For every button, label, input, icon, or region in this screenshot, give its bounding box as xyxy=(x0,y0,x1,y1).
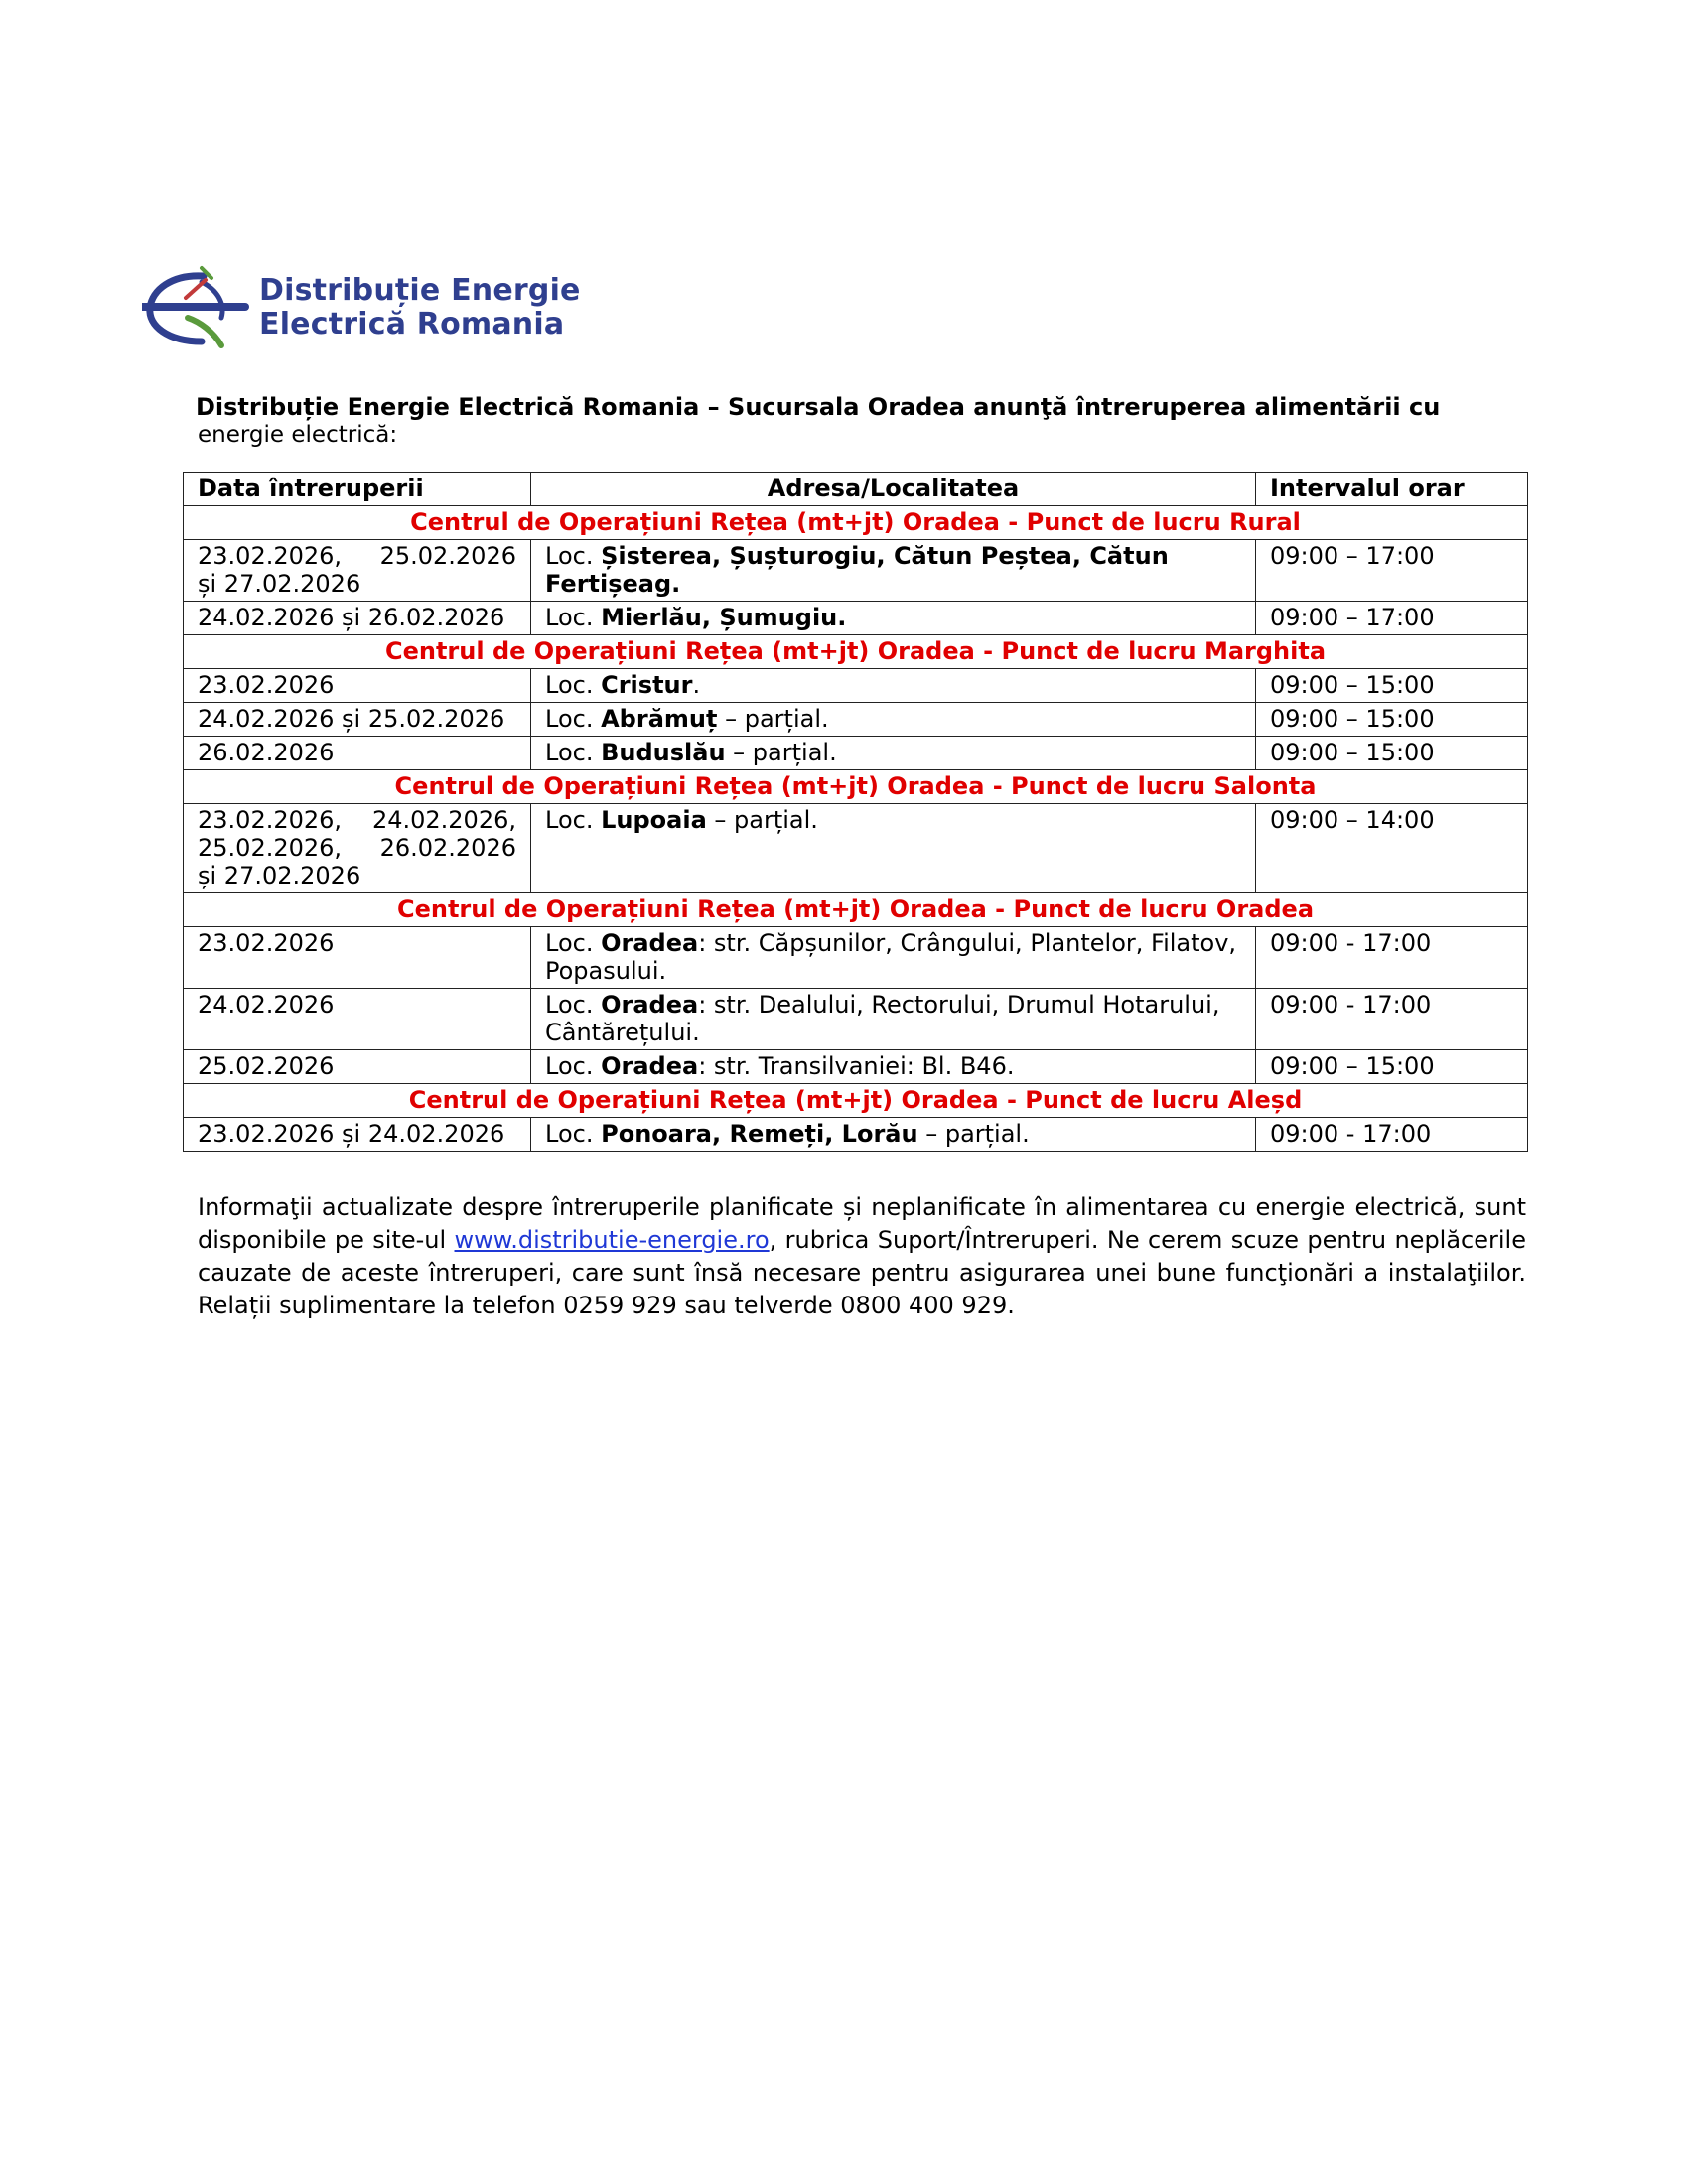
interval-cell: 09:00 – 15:00 xyxy=(1256,703,1528,737)
address-cell xyxy=(531,927,1256,989)
interval-cell: 09:00 – 15:00 xyxy=(1256,669,1528,703)
intro-bold-text: Distribuție Energie Electrică Romania – Sucursala Oradea anunţă întreruperea alimentării cu xyxy=(196,393,1441,421)
locality-name: Lupoaia xyxy=(601,806,707,834)
address-cell xyxy=(531,804,1256,893)
section-title-salonta: Centrul de Operațiuni Rețea (mt+jt) Oradea - Punct de lucru Salonta xyxy=(184,770,1528,804)
locality-name: Oradea xyxy=(601,929,699,957)
interval-cell: 09:00 – 14:00 xyxy=(1256,804,1528,893)
footer-text-2: , rubrica Suport/Întreruperi. Ne cerem scuze pentru neplăcerile cauzate de aceste întreruperi, care sunt însă necesare pentru asigurarea unei bune funcţionări a instalaţiilor. Relații suplimentare la telefon 0259 929 sau telverde 0800 400 929. xyxy=(198,1226,1526,1319)
locality-name: Mierlău, Șumugiu. xyxy=(601,604,847,631)
header-interval: Intervalul orar xyxy=(1256,473,1528,506)
interval-cell: 09:00 - 17:00 xyxy=(1256,989,1528,1050)
table-row xyxy=(184,602,1528,635)
loc-prefix: Loc. xyxy=(545,671,594,699)
table-row xyxy=(184,540,1528,602)
header-address: Adresa/Localitatea xyxy=(531,473,1256,506)
date-cell: 23.02.2026 xyxy=(184,927,531,989)
date-line: 23.02.2026, 24.02.2026, xyxy=(198,806,516,834)
section-title-oradea: Centrul de Operațiuni Rețea (mt+jt) Oradea - Punct de lucru Oradea xyxy=(184,893,1528,927)
address-cell xyxy=(531,1050,1256,1084)
header-date: Data întreruperii xyxy=(184,473,531,506)
table-row xyxy=(184,1118,1528,1152)
address-cell xyxy=(531,540,1256,602)
logo-line-1: Distribuție Energie xyxy=(259,273,581,308)
section-title-rural: Centrul de Operațiuni Rețea (mt+jt) Oradea - Punct de lucru Rural xyxy=(184,506,1528,540)
website-link[interactable]: www.distributie-energie.ro xyxy=(454,1226,770,1254)
locality-name: Oradea xyxy=(601,1052,699,1080)
table-row xyxy=(184,989,1528,1050)
address-detail: – parțial. xyxy=(725,739,837,766)
date-cell: 24.02.2026 xyxy=(184,989,531,1050)
loc-prefix: Loc. xyxy=(545,739,594,766)
section-title-alesd: Centrul de Operațiuni Rețea (mt+jt) Oradea - Punct de lucru Aleșd xyxy=(184,1084,1528,1118)
address-detail: : str. Transilvaniei: Bl. B46. xyxy=(698,1052,1015,1080)
section-row xyxy=(184,893,1528,927)
address-cell xyxy=(531,669,1256,703)
loc-prefix: Loc. xyxy=(545,1052,594,1080)
section-row xyxy=(184,506,1528,540)
locality-name: Buduslău xyxy=(601,739,726,766)
outage-table xyxy=(183,472,1528,1152)
date-cell: 25.02.2026 xyxy=(184,1050,531,1084)
date-line: 25.02.2026, 26.02.2026 xyxy=(198,834,516,862)
table-header-row xyxy=(184,473,1528,506)
locality-name: Abrămuț xyxy=(601,705,718,733)
interval-cell: 09:00 - 17:00 xyxy=(1256,927,1528,989)
date-cell: 23.02.2026 xyxy=(184,669,531,703)
table-row xyxy=(184,703,1528,737)
table-row xyxy=(184,669,1528,703)
address-cell xyxy=(531,703,1256,737)
company-logo xyxy=(142,260,579,355)
locality-name: Ponoara, Remeți, Lorău xyxy=(601,1120,918,1148)
logo-emblem-icon xyxy=(142,260,251,355)
address-cell xyxy=(531,737,1256,770)
date-cell: 23.02.2026 și 24.02.2026 xyxy=(184,1118,531,1152)
loc-prefix: Loc. xyxy=(545,1120,594,1148)
logo-line-2: Electrică Romania xyxy=(259,307,565,341)
table-row xyxy=(184,927,1528,989)
date-line: și 27.02.2026 xyxy=(198,570,361,598)
section-row xyxy=(184,770,1528,804)
loc-prefix: Loc. xyxy=(545,806,594,834)
address-detail: . xyxy=(692,671,701,699)
loc-prefix: Loc. xyxy=(545,929,594,957)
section-title-marghita: Centrul de Operațiuni Rețea (mt+jt) Oradea - Punct de lucru Marghita xyxy=(184,635,1528,669)
address-detail: : str. Dealului, Rectorului, Drumul Hotarului, Cântărețului. xyxy=(545,991,1220,1046)
table-row xyxy=(184,1050,1528,1084)
date-cell: 24.02.2026 și 25.02.2026 xyxy=(184,703,531,737)
intro-normal-text: energie electrică: xyxy=(198,422,398,448)
section-row xyxy=(184,635,1528,669)
interval-cell: 09:00 - 17:00 xyxy=(1256,1118,1528,1152)
locality-name: Oradea xyxy=(601,991,699,1019)
address-detail: : str. Căpșunilor, Crângului, Plantelor, Filatov, Popasului. xyxy=(545,929,1237,985)
date-line: 23.02.2026, 25.02.2026 xyxy=(198,542,516,570)
loc-prefix: Loc. xyxy=(545,705,594,733)
interval-cell: 09:00 – 17:00 xyxy=(1256,602,1528,635)
section-row xyxy=(184,1084,1528,1118)
interval-cell: 09:00 – 15:00 xyxy=(1256,1050,1528,1084)
address-cell xyxy=(531,989,1256,1050)
address-cell xyxy=(531,602,1256,635)
address-cell xyxy=(531,1118,1256,1152)
announcement-intro xyxy=(196,393,1526,449)
footer-note xyxy=(198,1191,1526,1322)
table-row xyxy=(184,737,1528,770)
locality-name: Cristur xyxy=(601,671,693,699)
interval-cell: 09:00 – 17:00 xyxy=(1256,540,1528,602)
address-detail: – parțial. xyxy=(917,1120,1030,1148)
locality-name: Șisterea, Șușturogiu, Cătun Peștea, Cătun Fertișeag. xyxy=(545,542,1169,598)
date-cell: 26.02.2026 xyxy=(184,737,531,770)
table-row xyxy=(184,804,1528,893)
date-cell: 24.02.2026 și 26.02.2026 xyxy=(184,602,531,635)
date-cell xyxy=(184,804,531,893)
address-detail: – parțial. xyxy=(706,806,818,834)
loc-prefix: Loc. xyxy=(545,991,594,1019)
date-cell xyxy=(184,540,531,602)
interval-cell: 09:00 – 15:00 xyxy=(1256,737,1528,770)
loc-prefix: Loc. xyxy=(545,542,594,570)
date-line: și 27.02.2026 xyxy=(198,862,361,889)
loc-prefix: Loc. xyxy=(545,604,594,631)
footer-text-1: Informaţii actualizate despre întreruperile planificate și neplanificate în alimentarea cu energie electrică, sunt disponibile pe site-ul xyxy=(198,1193,1526,1254)
address-detail: – parțial. xyxy=(717,705,829,733)
